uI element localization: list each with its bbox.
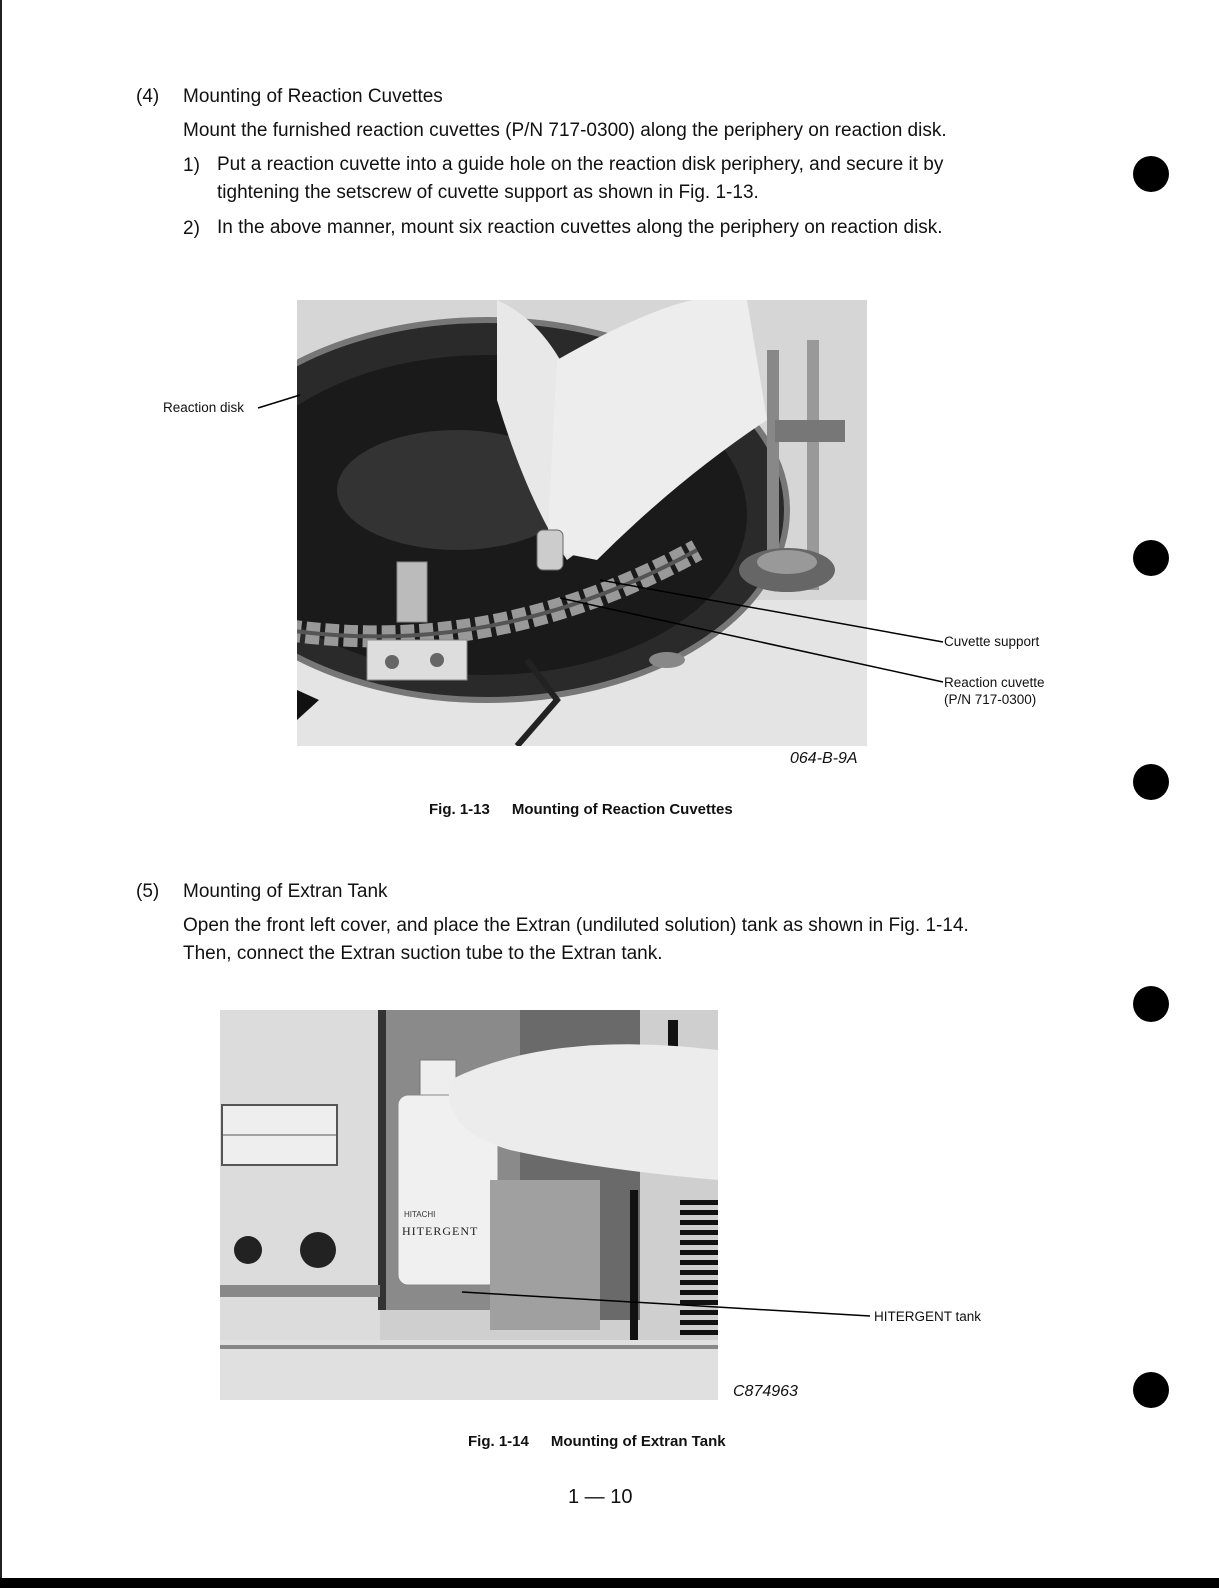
punch-hole (1133, 764, 1169, 800)
step-1-number: 1) (183, 155, 200, 176)
figure-13-code: 064-B-9A (790, 750, 858, 767)
figure-14-code: C874963 (733, 1383, 798, 1400)
page-number: 1 — 10 (568, 1486, 633, 1508)
punch-hole (1133, 986, 1169, 1022)
bottle-label: HITERGENT (402, 1224, 479, 1238)
figure-14-caption (468, 1433, 726, 1450)
page-bottom-bar (0, 1578, 1219, 1588)
figure-14-caption-number: Fig. 1-14 (468, 1433, 529, 1450)
punch-hole (1133, 156, 1169, 192)
punch-hole (1133, 1372, 1169, 1408)
figure-14-caption-title: Mounting of Extran Tank (550, 1433, 726, 1450)
section-5-line-1: Open the front left cover, and place the Extran (undiluted solution) tank as shown in Fig. 1-14. (183, 915, 969, 936)
label-cuvette-support: Cuvette support (944, 634, 1040, 649)
label-reaction-cuvette-pn: (P/N 717-0300) (944, 692, 1037, 707)
section-5-line-2: Then, connect the Extran suction tube to the Extran tank. (183, 943, 663, 964)
punch-hole (1133, 540, 1169, 576)
label-reaction-cuvette: Reaction cuvette (944, 675, 1045, 690)
section-4-intro: Mount the furnished reaction cuvettes (P/N 717-0300) along the periphery on reaction disk. (183, 120, 947, 141)
figure-14-leader-line (0, 1280, 1219, 1340)
label-reaction-disk: Reaction disk (163, 400, 245, 415)
extran-tank-illustration (220, 1010, 718, 1400)
step-1-line-2: tightening the setscrew of cuvette support as shown in Fig. 1-13. (217, 182, 759, 203)
section-5-number: (5) (136, 881, 160, 902)
figure-14-photo (220, 1010, 718, 1400)
section-5-title: Mounting of Extran Tank (183, 881, 388, 902)
figure-13-caption (429, 801, 733, 818)
label-hitergent-tank: HITERGENT tank (874, 1309, 982, 1324)
section-4-number: (4) (136, 86, 160, 107)
figure-13-caption-title: Mounting of Reaction Cuvettes (511, 801, 733, 818)
figure-13-caption-number: Fig. 1-13 (429, 801, 490, 818)
step-2-line-1: In the above manner, mount six reaction cuvettes along the periphery on reaction disk. (217, 217, 943, 238)
section-4-title: Mounting of Reaction Cuvettes (183, 86, 443, 107)
bottle-brand: HITACHI (404, 1210, 436, 1219)
step-1-line-1: Put a reaction cuvette into a guide hole on the reaction disk periphery, and secure it by (217, 154, 944, 175)
step-2-number: 2) (183, 218, 200, 239)
